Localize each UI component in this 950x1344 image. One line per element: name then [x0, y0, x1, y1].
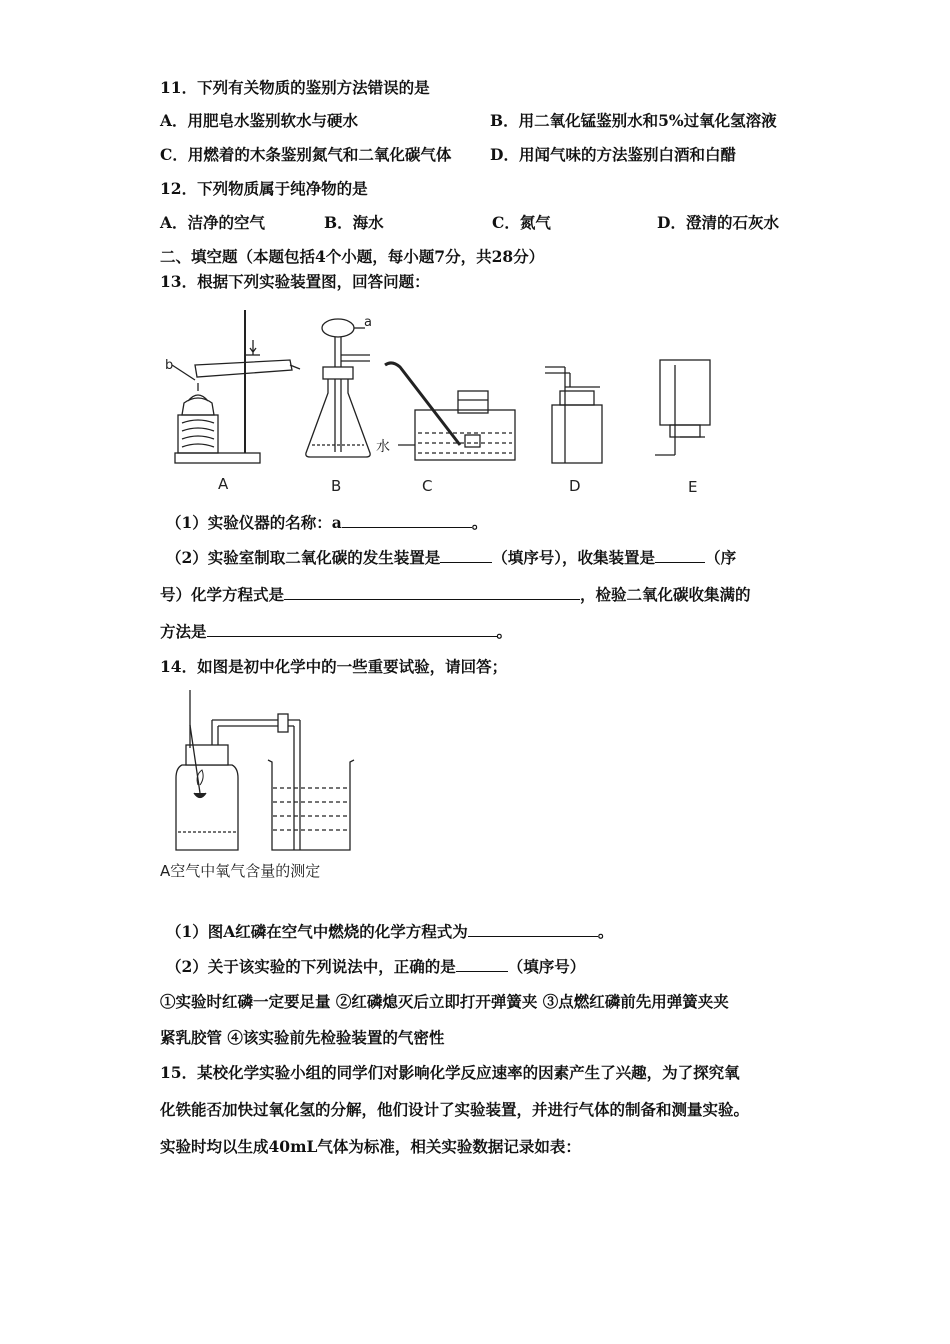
q13-part2-text-f: 方法是	[160, 622, 207, 641]
answer-blank-q14-choice[interactable]	[456, 957, 508, 972]
q14-part2-text-b: （填序号）	[507, 957, 586, 976]
answer-blank-generator[interactable]	[440, 548, 492, 563]
q14-options-line2: 紧乳胶管 ④该实验前先检验装置的气密性	[160, 1028, 445, 1047]
section-heading: 二、填空题（本题包括4个小题，每小题7分，共28分）	[160, 247, 545, 266]
q12-option-a: A．洁净的空气	[160, 213, 266, 232]
q13-part2-text-b: （填序号），收集装置是	[492, 548, 656, 567]
apparatus-label-b: B	[331, 477, 342, 495]
q13-part2-text-a: （2）实验室制取二氧化碳的发生装置是	[166, 548, 441, 567]
apparatus-a-drawing	[172, 310, 300, 463]
apparatus-d-drawing	[545, 367, 602, 463]
answer-blank-q14-equation[interactable]	[468, 922, 598, 937]
q13-part1-text: （1）实验仪器的名称：a	[166, 513, 342, 532]
apparatus-c-drawing	[385, 363, 515, 460]
q13-apparatus-figure	[160, 305, 720, 505]
q12-option-d: D．澄清的石灰水	[657, 213, 779, 232]
q13-part1-end: 。	[471, 513, 488, 532]
q13-part2	[166, 548, 736, 568]
q13-part2-text-d: 号）化学方程式是	[160, 585, 285, 604]
q13-part2-text-c: （序	[705, 548, 737, 567]
q13-part1	[166, 513, 487, 533]
figure-label-water: 水	[376, 439, 390, 455]
answer-blank-collector[interactable]	[655, 548, 705, 563]
figure-label-b: b	[165, 358, 174, 373]
q11-option-d: D．用闻气味的方法鉴别白酒和白醋	[490, 145, 736, 164]
answer-blank-equation[interactable]	[284, 585, 580, 600]
q14-part1-end: 。	[597, 922, 614, 941]
q14-part2-text-a: （2）关于该实验的下列说法中，正确的是	[166, 957, 456, 976]
q14-stem: 14．如图是初中化学中的一些重要试验，请回答；	[160, 657, 508, 676]
q13-part2-end: 。	[496, 622, 513, 641]
q14-part1	[166, 922, 613, 942]
apparatus-label-e: E	[688, 478, 698, 496]
q15-line2: 化铁能否加快过氧化氢的分解，他们设计了实验装置，并进行气体的制备和测量实验。	[160, 1100, 750, 1119]
q15-line1: 15．某校化学实验小组的同学们对影响化学反应速率的因素产生了兴趣，为了探究氧	[160, 1063, 740, 1082]
q15-line3: 实验时均以生成40mL气体为标准，相关实验数据记录如表：	[160, 1137, 581, 1156]
q14-part2	[166, 957, 585, 977]
apparatus-label-a: A	[218, 475, 229, 493]
q11-option-c: C．用燃着的木条鉴别氮气和二氧化碳气体	[160, 145, 452, 164]
q12-stem: 12．下列物质属于纯净物的是	[160, 179, 368, 198]
q14-oxygen-apparatus-figure	[160, 690, 360, 860]
apparatus-e-drawing	[655, 360, 710, 455]
q14-part1-text: （1）图A红磷在空气中燃烧的化学方程式为	[166, 922, 468, 941]
answer-blank-a[interactable]	[342, 513, 472, 528]
q11-option-b: B．用二氧化锰鉴别水和5%过氧化氢溶液	[490, 111, 777, 130]
answer-blank-method[interactable]	[207, 622, 497, 637]
q13-part2-line2	[160, 585, 751, 605]
apparatus-label-c: C	[422, 477, 433, 495]
q14-options-line1: ①实验时红磷一定要足量 ②红磷熄灭后立即打开弹簧夹 ③点燃红磷前先用弹簧夹夹	[160, 992, 729, 1011]
q13-part2-line3	[160, 622, 512, 642]
figure-label-a: a	[364, 315, 372, 330]
q14-figure-caption: A空气中氧气含量的测定	[160, 862, 321, 880]
q12-option-c: C．氮气	[492, 213, 551, 232]
apparatus-label-d: D	[569, 477, 581, 495]
q11-stem: 11．下列有关物质的鉴别方法错误的是	[160, 78, 430, 97]
q13-part2-text-e: ，检验二氧化碳收集满的	[580, 585, 751, 604]
apparatus-b-drawing	[306, 319, 370, 457]
q11-option-a: A．用肥皂水鉴别软水与硬水	[160, 111, 359, 130]
q12-option-b: B．海水	[324, 213, 384, 232]
q13-stem: 13．根据下列实验装置图，回答问题：	[160, 272, 430, 291]
